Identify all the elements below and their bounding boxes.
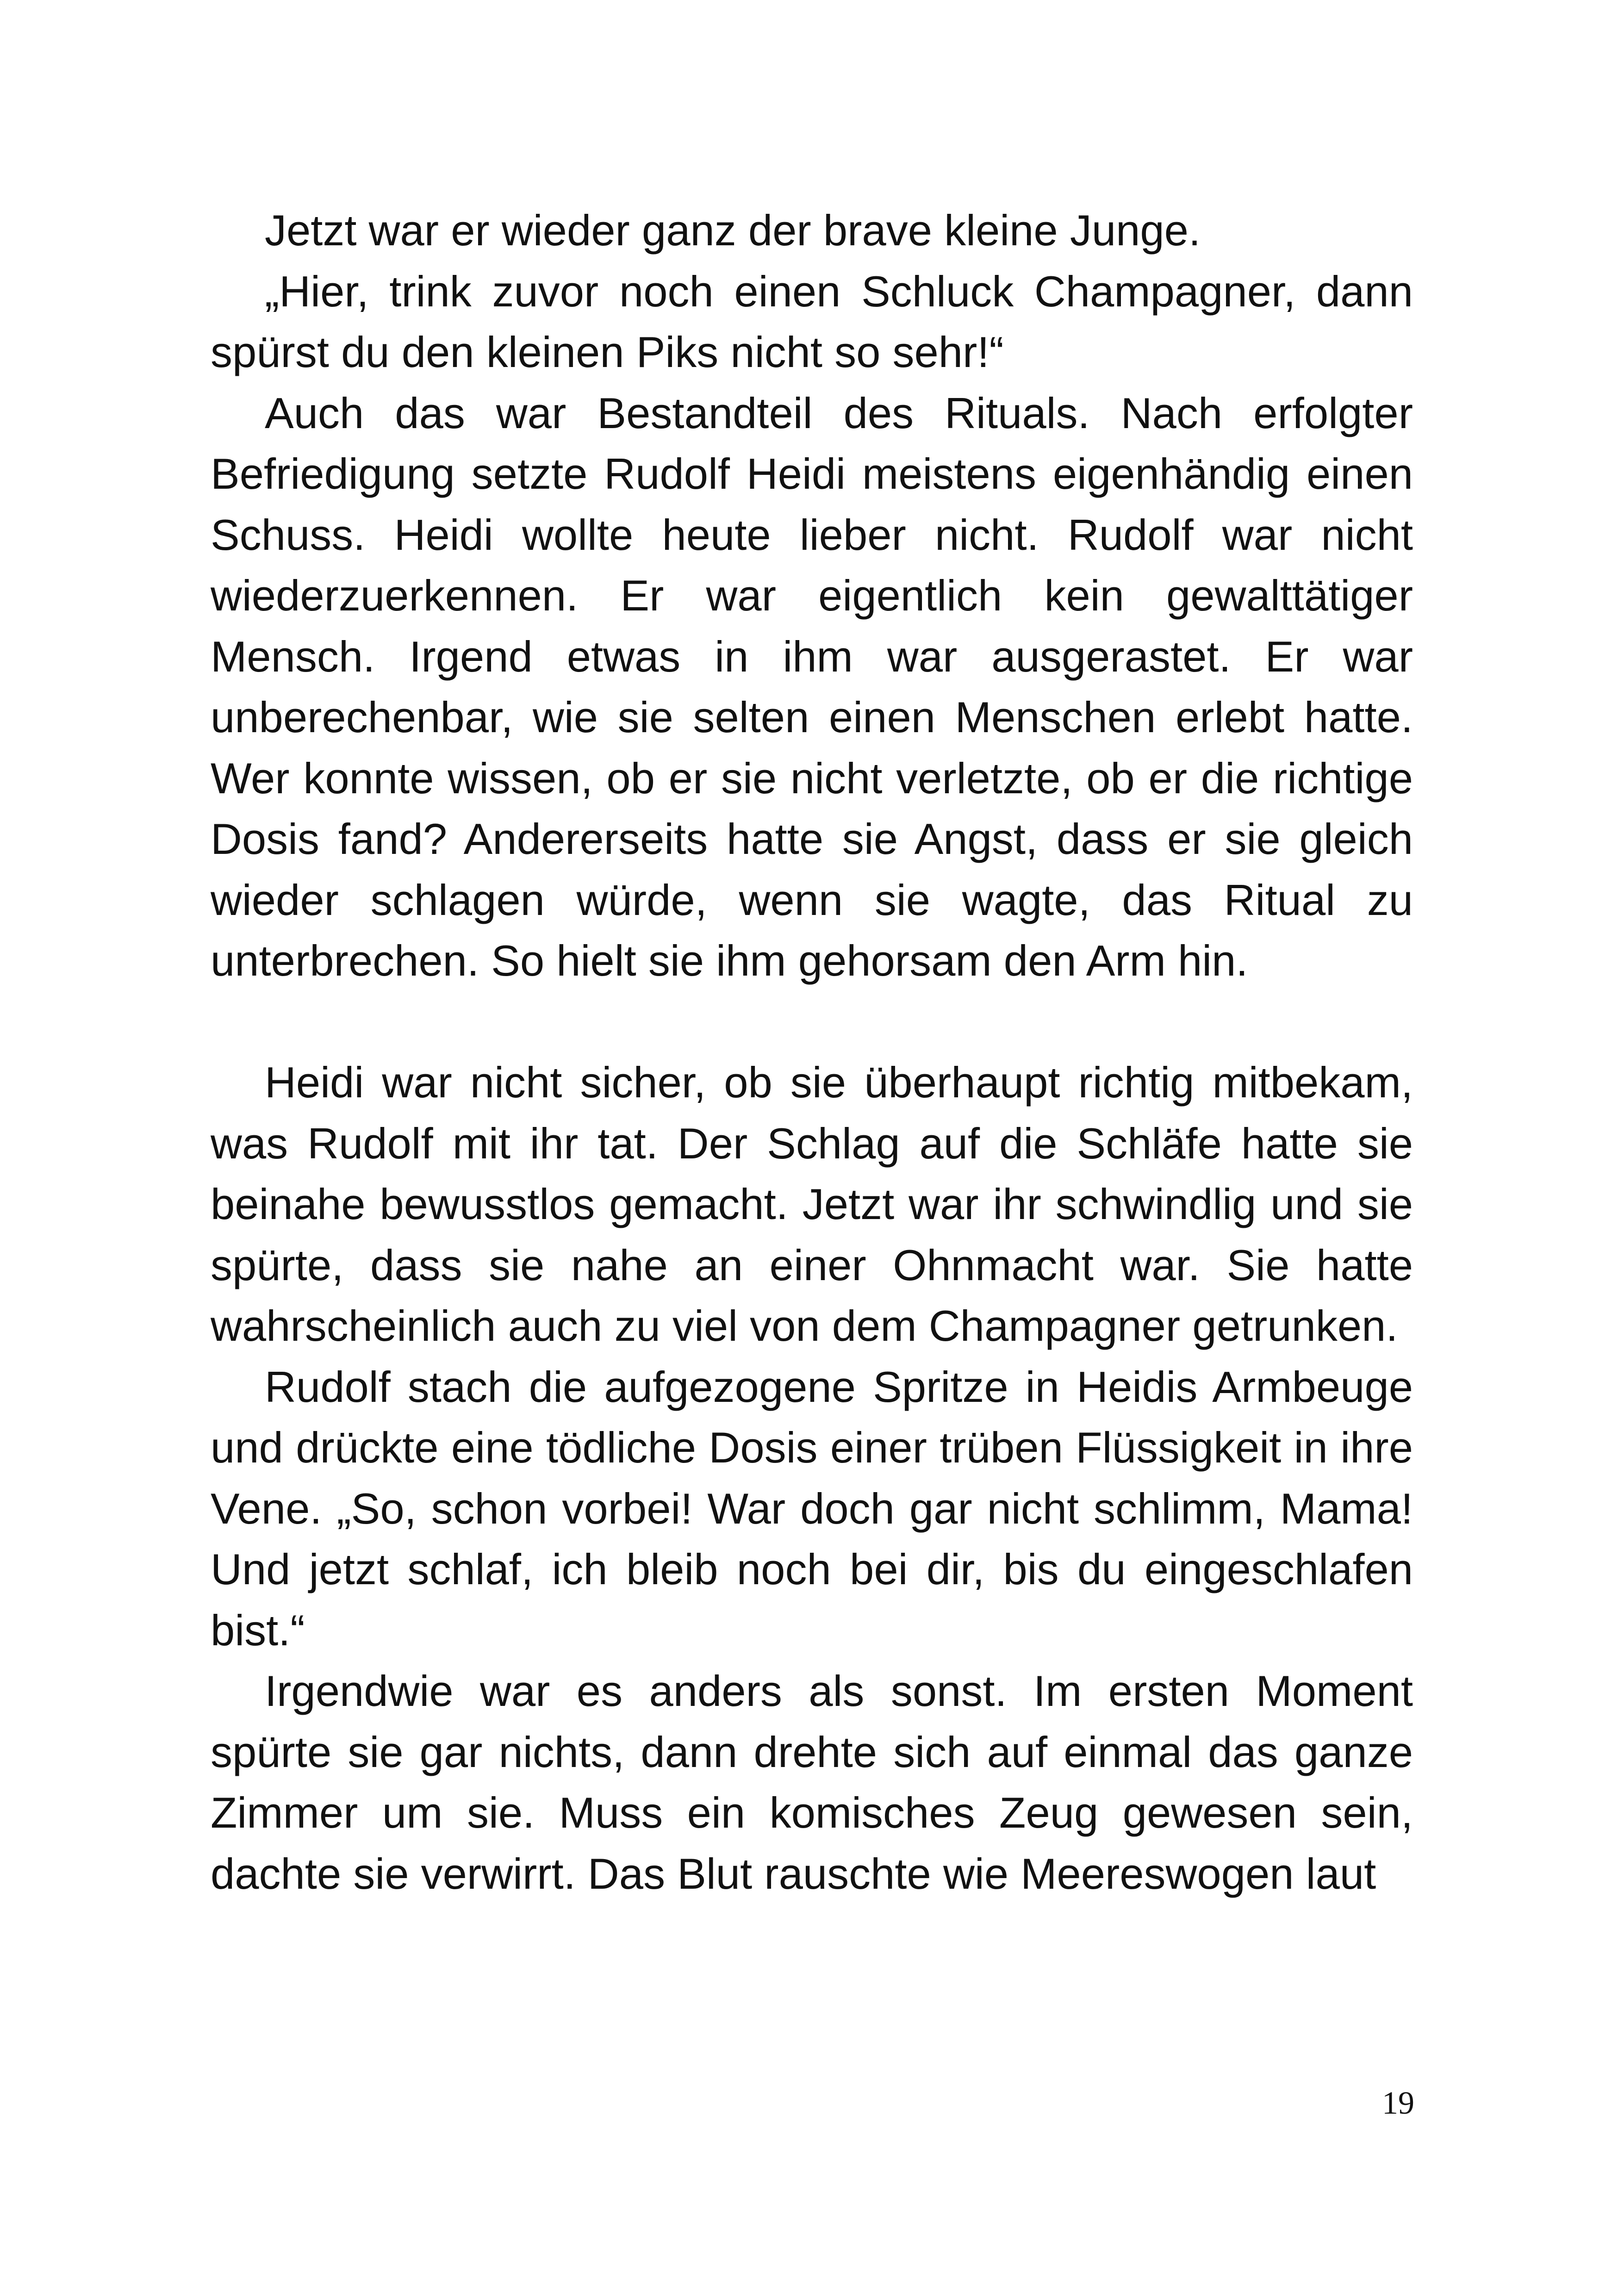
page-number: 19 [1382,2085,1414,2121]
paragraph-2: „Hier, trink zuvor noch einen Schluck Champagner, dann spürst du den kleinen Piks nicht so sehr!“ [211,267,1413,376]
paragraph-1: Jetzt war er wieder ganz der brave kleine Junge. [265,206,1201,255]
paragraph-6: Irgendwie war es anders als sonst. Im ersten Moment spürte sie gar nichts, dann drehte sich auf einmal das ganze Zimmer um sie. Muss ein komisches Zeug gewesen sein, dachte sie verwirrt. Das Blut rauschte wie Meereswogen laut [211,1667,1413,1898]
paragraph-4: Heidi war nicht sicher, ob sie überhaupt richtig mitbekam, was Rudolf mit ihr tat. Der Schlag auf die Schläfe hatte sie beinahe bewusstlos gemacht. Jetzt war ihr schwindlig und sie spürte, dass sie nahe an einer Ohnmacht war. Sie hatte wahrscheinlich auch zu viel von dem Champagner getrunken. [211,1058,1413,1350]
paragraph-5: Rudolf stach die aufgezogene Spritze in Heidis Armbeuge und drückte eine tödliche Dosis einer trüben Flüssigkeit in ihre Vene. „So, schon vorbei! War doch gar nicht schlimm, Mama! Und jetzt schlaf, ich bleib noch bei dir, bis du eingeschlafen bist.“ [211,1362,1413,1655]
paragraph-3: Auch das war Bestandteil des Rituals. Nach erfolgter Befriedigung setzte Rudolf Heidi meistens eigenhändig einen Schuss. Heidi wollte heute lieber nicht. Rudolf war nicht wiederzuerkennen. Er war eigentlich kein gewalttätiger Mensch. Irgend etwas in ihm war ausgerastet. Er war unberechenbar, wie sie selten einen Menschen erlebt hatte. Wer konnte wissen, ob er sie nicht verletzte, ob er die richtige Dosis fand? Andererseits hatte sie Angst, dass er sie gleich wieder schlagen würde, wenn sie wagte, das Ritual zu unterbrechen. So hielt sie ihm gehorsam den Arm hin. [211,388,1413,985]
body-text [211,200,1413,1904]
